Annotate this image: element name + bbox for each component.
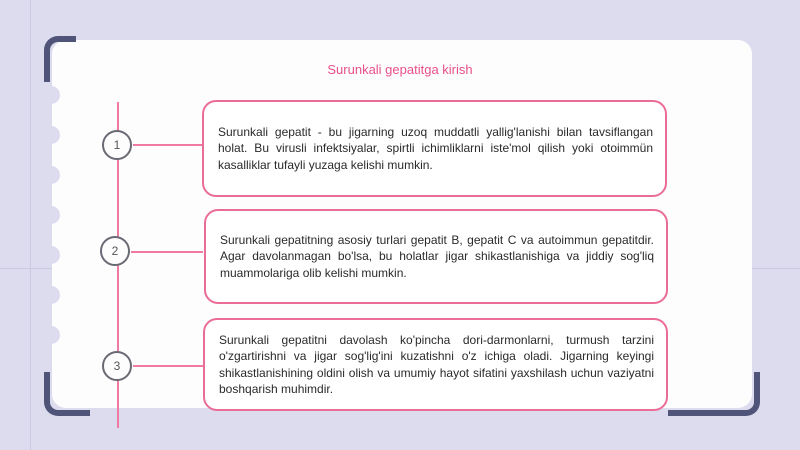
step-number-3: 3 — [102, 351, 132, 381]
binder-ring — [42, 326, 60, 344]
binder-ring — [42, 206, 60, 224]
step-card-1 — [202, 100, 667, 197]
step-card-3 — [203, 318, 668, 411]
binder-ring — [42, 246, 60, 264]
step-card-2 — [204, 209, 668, 304]
binder-ring — [42, 126, 60, 144]
frame-corner-bottom-right — [668, 372, 760, 416]
binder-ring — [42, 166, 60, 184]
timeline-connector — [133, 144, 203, 146]
step-number-2: 2 — [100, 236, 130, 266]
timeline-connector — [131, 251, 203, 253]
frame-corner-bottom-left — [44, 372, 90, 416]
timeline-connector — [133, 365, 204, 367]
slide-title: Surunkali gepatitga kirish — [327, 62, 473, 77]
step-text-1: Surunkali gepatit - bu jigarning uzoq muddatli yallig'lanishi bilan tavsiflangan holat. Bu virusli infektsiyalar, spirtli ichimliklarni iste'mol qilish yoki otoimmün kasalliklar tufayli yuzaga kelishi mumkin. — [218, 124, 653, 172]
step-text-3: Surunkali gepatitni davolash ko'pincha dori-darmonlarni, turmush tarzini o'zgartirishni va jigar sog'lig'ini kuzatishni o'z ichiga oladi. Jigarning keyingi shikastlanishining oldini olish va umumiy hayot sifatini yaxshilash uchun vaziyatni boshqarish muhimdir. — [219, 332, 654, 396]
binder-ring — [42, 286, 60, 304]
step-text-2: Surunkali gepatitning asosiy turlari gepatit B, gepatit C va autoimmun gepatitdir. Agar davolanmagan bo'lsa, bu holatlar jigar shikastlanishiga va jiddiy sog'liq muammolariga olib kelishi mumkin. — [220, 232, 654, 280]
step-number-1: 1 — [102, 130, 132, 160]
binder-ring — [42, 86, 60, 104]
